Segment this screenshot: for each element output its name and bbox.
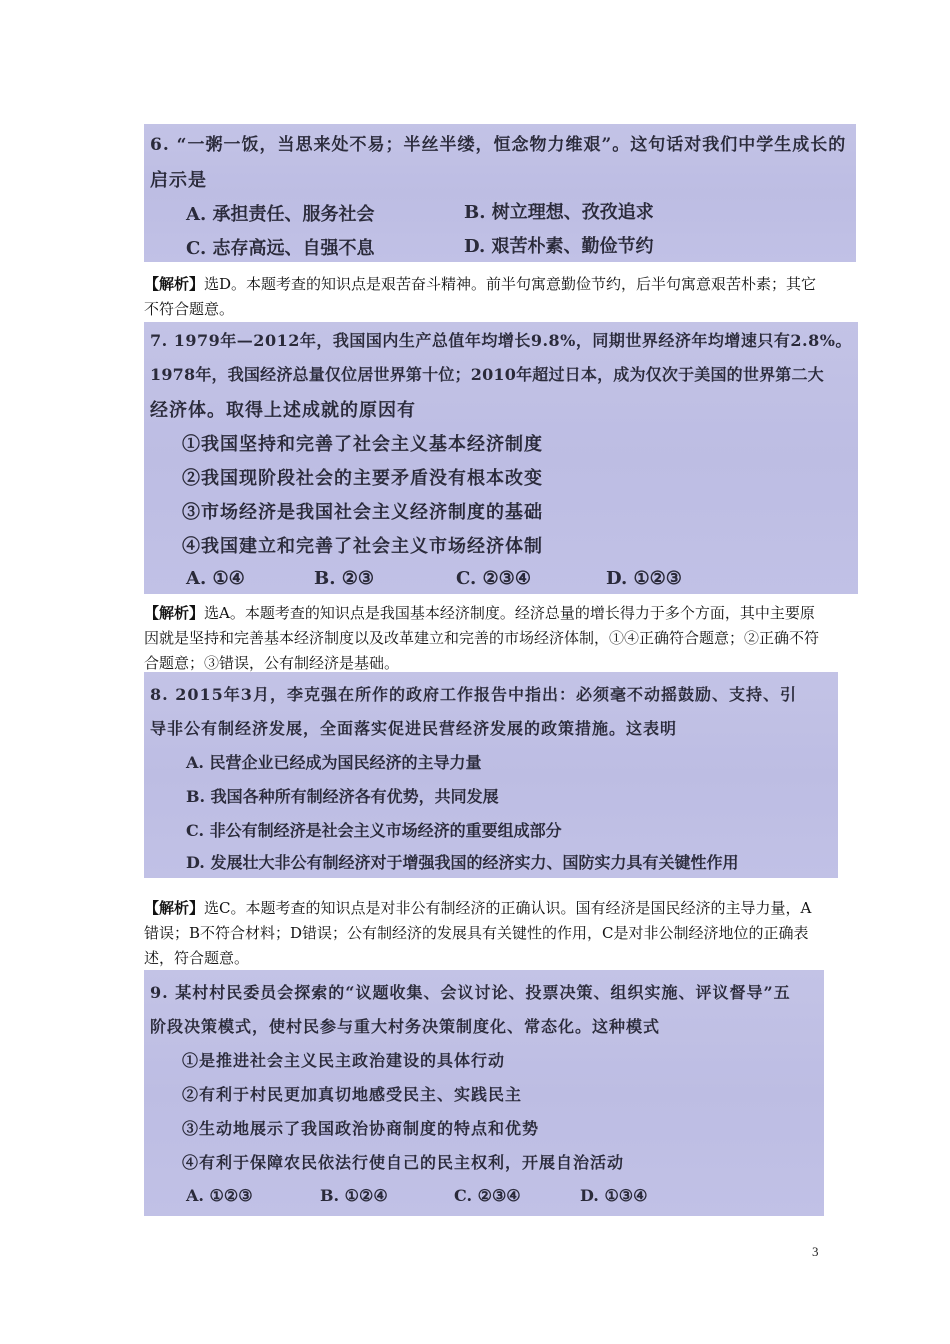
q7-stem-line2: 1978年，我国经济总量仅位居世界第十位；2010年超过日本，成为仅次于美国的世界第二大 [150, 365, 824, 384]
analysis-text: 选D。本题考查的知识点是艰苦奋斗精神。前半句寓意勤俭节约，后半句寓意艰苦朴素；其它不符合题意。 [144, 275, 817, 318]
q7-item-4: ④我国建立和完善了社会主义市场经济体制 [182, 536, 543, 557]
q8-option-b: B. 我国各种所有制经济各有优势，共同发展 [186, 787, 499, 806]
q8-option-c: C. 非公有制经济是社会主义市场经济的重要组成部分 [186, 821, 562, 840]
q7-item-3: ③市场经济是我国社会主义经济制度的基础 [182, 502, 543, 523]
analysis-8 [144, 896, 824, 971]
analysis-label: 【解析】 [144, 604, 205, 622]
q9-option-c: C. ②③④ [454, 1186, 521, 1205]
q6-stem-line1: 6. “一粥一饭，当思来处不易；半丝半缕，恒念物力维艰”。这句话对我们中学生成长的 [150, 135, 847, 155]
q9-option-d: D. ①③④ [580, 1186, 648, 1205]
q6-option-d: D. 艰苦朴素、勤俭节约 [464, 236, 654, 257]
q7-option-c: C. ②③④ [456, 568, 531, 589]
q7-stem-line3: 经济体。取得上述成就的原因有 [150, 400, 416, 421]
q6-option-b: B. 树立理想、孜孜追求 [464, 202, 654, 223]
q6-option-c: C. 志存高远、自强不息 [186, 238, 375, 259]
q8-option-a: A. 民营企业已经成为国民经济的主导力量 [186, 753, 482, 772]
q9-item-1: ①是推进社会主义民主政治建设的具体行动 [182, 1051, 506, 1070]
q8-stem-line2: 导非公有制经济发展，全面落实促进民营经济发展的政策措施。这表明 [150, 719, 678, 738]
q7-option-d: D. ①②③ [606, 568, 682, 589]
q8-stem-line1: 8. 2015年3月，李克强在所作的政府工作报告中指出：必须毫不动摇鼓励、支持、引 [150, 685, 797, 704]
analysis-label: 【解析】 [144, 275, 205, 293]
q7-stem-line1: 7. 1979年—2012年，我国国内生产总值年均增长9.8%，同期世界经济年均增速只有2.8%。 [150, 331, 852, 350]
question-9-photo [144, 970, 824, 1216]
q6-option-a: A. 承担责任、服务社会 [186, 204, 375, 225]
question-8-photo [144, 672, 838, 878]
analysis-7 [144, 601, 824, 676]
q9-item-2: ②有利于村民更加真切地感受民主、实践民主 [182, 1085, 523, 1104]
analysis-text: 选A。本题考查的知识点是我国基本经济制度。经济总量的增长得力于多个方面，其中主要原因就是坚持和完善基本经济制度以及改革建立和完善的市场经济体制，①④正确符合题意；②正确不符合题意；③错误，公有制经济是基础。 [144, 604, 820, 672]
q9-item-3: ③生动地展示了我国政治协商制度的特点和优势 [182, 1119, 540, 1138]
question-7-photo [144, 322, 858, 594]
q8-option-d: D. 发展壮大非公有制经济对于增强我国的经济实力、国防实力具有关键性作用 [186, 853, 739, 872]
analysis-label: 【解析】 [144, 899, 205, 917]
q7-option-a: A. ①④ [186, 568, 245, 589]
page-number: 3 [812, 1244, 819, 1259]
q6-stem-line2: 启示是 [150, 170, 207, 191]
q7-item-1: ①我国坚持和完善了社会主义基本经济制度 [182, 434, 543, 455]
q7-item-2: ②我国现阶段社会的主要矛盾没有根本改变 [182, 468, 543, 489]
q9-stem-line1: 9. 某村村民委员会探索的“议题收集、会议讨论、投票决策、组织实施、评议督导”五 [150, 983, 791, 1002]
question-6-photo [144, 124, 856, 262]
q9-item-4: ④有利于保障农民依法行使自己的民主权利，开展自治活动 [182, 1153, 625, 1172]
q9-option-b: B. ①②④ [320, 1186, 388, 1205]
analysis-text: 选C。本题考查的知识点是对非公有制经济的正确认识。国有经济是国民经济的主导力量，A错误；B不符合材料；D错误；公有制经济的发展具有关键性的作用，C是对非公制经济地位的正确表述，符合题意。 [144, 899, 812, 967]
q9-option-a: A. ①②③ [186, 1186, 253, 1205]
q9-stem-line2: 阶段决策模式，使村民参与重大村务决策制度化、常态化。这种模式 [150, 1017, 661, 1036]
q7-option-b: B. ②③ [314, 568, 375, 589]
analysis-6 [144, 272, 824, 322]
